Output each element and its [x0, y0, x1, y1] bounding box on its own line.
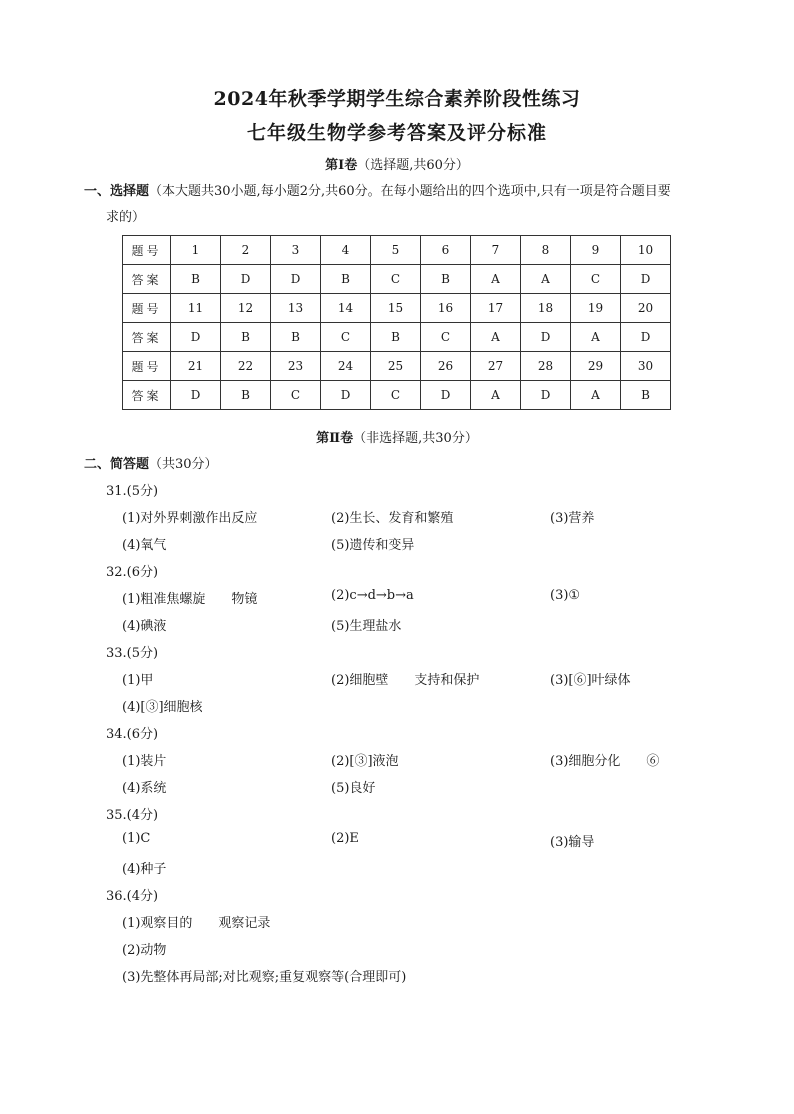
answer-item: (3)输导: [550, 835, 595, 850]
section2-title: 二、简答题: [84, 457, 150, 472]
answer-cell: C: [571, 265, 621, 294]
answer-item: (4)系统: [122, 781, 167, 796]
answer-cell: B: [371, 323, 421, 352]
answer-cell: B: [271, 323, 321, 352]
question-number-cell: 27: [471, 352, 521, 381]
section1-instruction: （本大题共30小题,每小题2分,共60分。在每小题给出的四个选项中,只有一项是符合题目要: [149, 184, 671, 199]
answer-label: 答案: [123, 265, 171, 294]
answer-cell: C: [321, 323, 371, 352]
question-number-cell: 12: [221, 294, 271, 323]
answer-cell: B: [621, 381, 671, 410]
question-number-cell: 23: [271, 352, 321, 381]
table-row-answers: [123, 381, 671, 410]
answer-item: (1)装片: [122, 754, 167, 769]
answer-cell: A: [471, 265, 521, 294]
question-number-cell: 10: [621, 236, 671, 265]
answer-item: (1)观察目的 观察记录: [122, 916, 271, 931]
answer-cell: C: [421, 323, 471, 352]
part1-note: （选择题,共60分）: [357, 158, 469, 173]
section1-heading: [84, 180, 724, 199]
answer-label: 答案: [123, 323, 171, 352]
question-number-cell: 7: [471, 236, 521, 265]
question-number-cell: 2: [221, 236, 271, 265]
answer-item: (2)E: [331, 831, 359, 846]
question-number-cell: 24: [321, 352, 371, 381]
answer-item: (1)甲: [122, 673, 154, 688]
section1-title: 一、选择题: [84, 184, 150, 199]
answer-item: (4)种子: [122, 862, 167, 877]
question-number-cell: 5: [371, 236, 421, 265]
answer-table: [122, 235, 671, 410]
answer-item: (4)碘液: [122, 619, 167, 634]
answer-item: (5)良好: [331, 781, 376, 796]
question-number-cell: 8: [521, 236, 571, 265]
answer-item: (1)粗准焦螺旋 物镜: [122, 592, 258, 607]
answer-cell: B: [221, 323, 271, 352]
answer-cell: B: [421, 265, 471, 294]
answer-cell: A: [571, 381, 621, 410]
question-header: 36.(4分): [106, 889, 159, 904]
question-number-cell: 13: [271, 294, 321, 323]
section2-note: （共30分）: [149, 457, 218, 472]
answer-cell: B: [221, 381, 271, 410]
answer-cell: B: [171, 265, 221, 294]
table-row-answers: [123, 265, 671, 294]
question-number-label: 题号: [123, 236, 171, 265]
answer-cell: D: [621, 323, 671, 352]
question-number-cell: 16: [421, 294, 471, 323]
question-number-cell: 6: [421, 236, 471, 265]
answer-item: (1)C: [122, 831, 151, 846]
question-number-cell: 14: [321, 294, 371, 323]
question-number-cell: 29: [571, 352, 621, 381]
question-number-cell: 11: [171, 294, 221, 323]
section1-instruction-cont: 求的）: [106, 210, 146, 225]
table-row-question-numbers: [123, 352, 671, 381]
answer-item: (3)细胞分化 ⑥: [550, 754, 660, 769]
question-number-cell: 22: [221, 352, 271, 381]
answer-cell: B: [321, 265, 371, 294]
part1-heading: [0, 154, 794, 173]
part2-name: 第Ⅱ卷: [316, 431, 354, 446]
answer-item: (2)[③]液泡: [331, 754, 399, 769]
answer-cell: D: [621, 265, 671, 294]
part2-note: （非选择题,共30分）: [353, 431, 478, 446]
question-number-cell: 21: [171, 352, 221, 381]
question-number-label: 题号: [123, 294, 171, 323]
question-number-cell: 15: [371, 294, 421, 323]
answer-cell: A: [571, 323, 621, 352]
answer-item: (2)c→d→b→a: [331, 588, 414, 603]
table-row-question-numbers: [123, 294, 671, 323]
question-header: 31.(5分): [106, 484, 159, 499]
answer-cell: C: [371, 265, 421, 294]
part2-heading: [0, 427, 794, 446]
document-subtitle: 七年级生物学参考答案及评分标准: [246, 122, 547, 144]
answer-cell: D: [321, 381, 371, 410]
question-number-cell: 1: [171, 236, 221, 265]
answer-cell: D: [521, 323, 571, 352]
question-number-cell: 4: [321, 236, 371, 265]
question-number-cell: 20: [621, 294, 671, 323]
answer-cell: D: [271, 265, 321, 294]
question-number-cell: 30: [621, 352, 671, 381]
question-number-label: 题号: [123, 352, 171, 381]
answer-cell: A: [471, 381, 521, 410]
answer-cell: A: [521, 265, 571, 294]
answer-cell: C: [271, 381, 321, 410]
question-header: 33.(5分): [106, 646, 159, 661]
answer-cell: D: [421, 381, 471, 410]
answer-item: (4)氧气: [122, 538, 167, 553]
answer-item: (2)细胞壁 支持和保护: [331, 673, 480, 688]
question-number-cell: 18: [521, 294, 571, 323]
question-number-cell: 17: [471, 294, 521, 323]
answer-item: (1)对外界刺激作出反应: [122, 511, 258, 526]
question-header: 32.(6分): [106, 565, 159, 580]
answer-label: 答案: [123, 381, 171, 410]
question-number-cell: 9: [571, 236, 621, 265]
answer-item: (3)①: [550, 588, 581, 603]
document-title: 2024年秋季学期学生综合素养阶段性练习: [213, 88, 581, 110]
answer-cell: D: [521, 381, 571, 410]
answer-cell: A: [471, 323, 521, 352]
answer-cell: D: [221, 265, 271, 294]
answer-item: (5)遗传和变异: [331, 538, 415, 553]
question-number-cell: 26: [421, 352, 471, 381]
answer-item: (3)先整体再局部;对比观察;重复观察等(合理即可): [122, 970, 407, 985]
answer-item: (3)[⑥]叶绿体: [550, 673, 631, 688]
answer-item: (2)动物: [122, 943, 167, 958]
answer-cell: C: [371, 381, 421, 410]
question-number-cell: 28: [521, 352, 571, 381]
question-number-cell: 25: [371, 352, 421, 381]
answer-cell: D: [171, 323, 221, 352]
section2-heading: [84, 453, 218, 472]
question-header: 35.(4分): [106, 808, 159, 823]
answer-item: (5)生理盐水: [331, 619, 402, 634]
question-header: 34.(6分): [106, 727, 159, 742]
table-row-question-numbers: [123, 236, 671, 265]
answer-item: (2)生长、发育和繁殖: [331, 511, 454, 526]
answer-item: (3)营养: [550, 511, 595, 526]
question-number-cell: 19: [571, 294, 621, 323]
answer-item: (4)[③]细胞核: [122, 700, 203, 715]
answer-cell: D: [171, 381, 221, 410]
table-row-answers: [123, 323, 671, 352]
question-number-cell: 3: [271, 236, 321, 265]
part1-name: 第Ⅰ卷: [325, 158, 358, 173]
